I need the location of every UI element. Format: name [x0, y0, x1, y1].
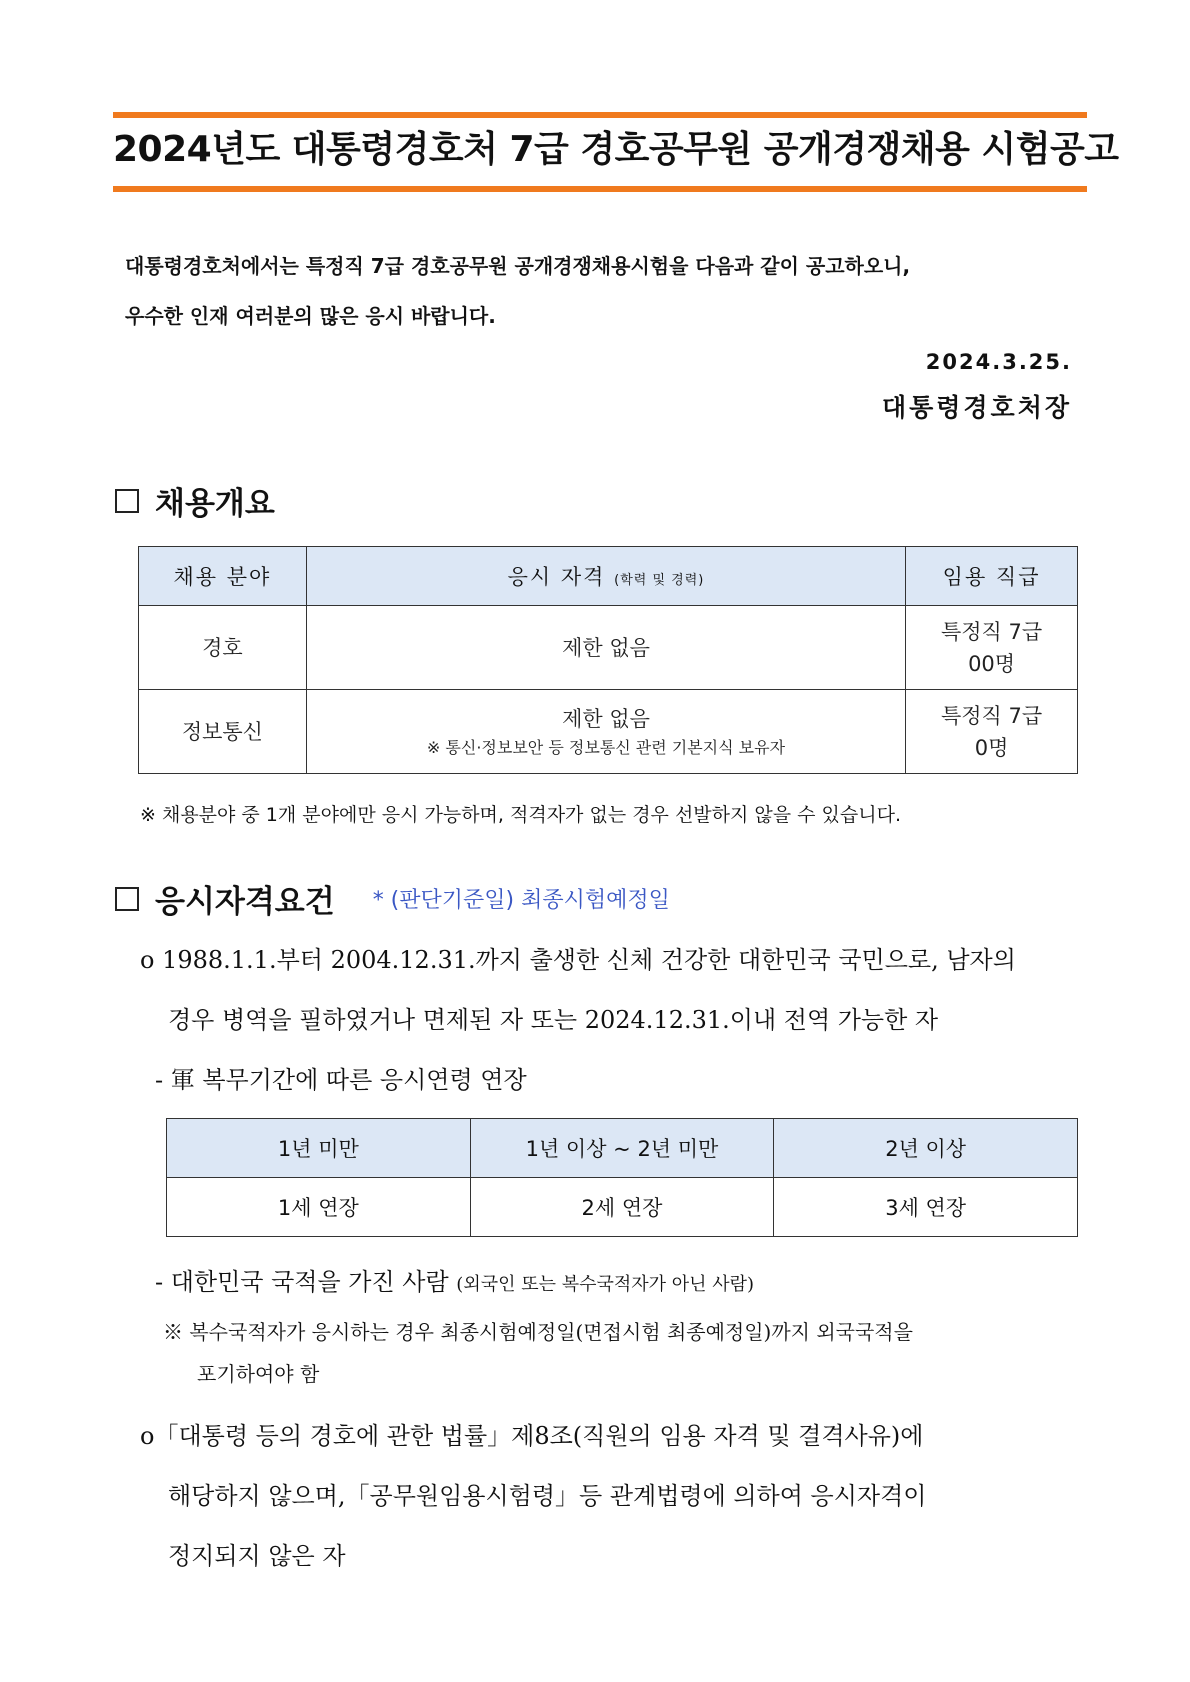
- nationality-requirement: [155, 1262, 754, 1297]
- header-over-2yr: 2년 이상: [774, 1119, 1078, 1178]
- header-field: 채용 분야: [139, 547, 307, 606]
- qualification-sub-note: ※ 통신·정보보안 등 정보통신 관련 기본지식 보유자: [426, 737, 786, 757]
- table-row: [139, 690, 1078, 774]
- cell-rank: [906, 606, 1078, 690]
- intro-line-2: 우수한 인재 여러분의 많은 응시 바랍니다.: [125, 304, 496, 328]
- eligibility-item-1-line-2: 경우 병역을 필하였거나 면제된 자 또는 2024.12.31.이내 전역 가능한 자: [168, 1006, 939, 1034]
- nationality-paren: (외국인 또는 복수국적자가 아닌 사람): [456, 1274, 755, 1295]
- header-qualification: [306, 547, 905, 606]
- headcount: 0명: [974, 735, 1009, 760]
- age-extension-heading: - 軍 복무기간에 따른 응시연령 연장: [155, 1066, 527, 1094]
- eligibility-item-2-line-2: 해당하지 않으며,「공무원임용시험령」등 관계법령에 의하여 응시자격이: [168, 1482, 927, 1510]
- criteria-date-note: * (판단기준일) 최종시험예정일: [372, 888, 670, 913]
- table-header-row: [139, 547, 1078, 606]
- recruitment-overview-table: [138, 546, 1078, 774]
- title-top-rule: [113, 112, 1087, 118]
- header-rank: 임용 직급: [906, 547, 1078, 606]
- cell-field: 정보통신: [139, 690, 307, 774]
- cell-extension: 3세 연장: [774, 1178, 1078, 1237]
- section-heading-eligibility: [115, 876, 670, 921]
- age-extension-table: [166, 1118, 1078, 1237]
- checkbox-square-icon: [115, 887, 139, 911]
- table-header-row: [167, 1119, 1078, 1178]
- dual-citizenship-note-line-1: ※ 복수국적자가 응시하는 경우 최종시험예정일(면접시험 최종예정일)까지 외국국적을: [163, 1320, 913, 1344]
- eligibility-item-1-line-1: o 1988.1.1.부터 2004.12.31.까지 출생한 신체 건강한 대한민국 국민으로, 남자의: [140, 946, 1016, 974]
- cell-field: 경호: [139, 606, 307, 690]
- announcement-date: 2024.3.25.: [925, 350, 1072, 374]
- nationality-main: - 대한민국 국적을 가진 사람: [155, 1268, 449, 1296]
- section-heading-overview: [115, 478, 275, 523]
- cell-qualification: 제한 없음: [306, 606, 905, 690]
- headcount: 00명: [968, 651, 1016, 676]
- cell-extension: 1세 연장: [167, 1178, 471, 1237]
- issuer: 대통령경호처장: [881, 393, 1072, 422]
- header-qualification-note: (학력 및 경력): [614, 573, 705, 588]
- header-qualification-label: 응시 자격: [507, 565, 606, 589]
- table-row: [139, 606, 1078, 690]
- table-row: [167, 1178, 1078, 1237]
- rank-line: 특정직 7급: [940, 703, 1043, 728]
- eligibility-item-2-line-3: 정지되지 않은 자: [168, 1542, 346, 1570]
- page-title: 2024년도 대통령경호처 7급 경호공무원 공개경쟁채용 시험공고: [113, 129, 1119, 170]
- checkbox-square-icon: [115, 489, 139, 513]
- overview-note: ※ 채용분야 중 1개 분야에만 응시 가능하며, 적격자가 없는 경우 선발하지 않을 수 있습니다.: [140, 804, 901, 826]
- cell-extension: 2세 연장: [470, 1178, 774, 1237]
- header-under-1yr: 1년 미만: [167, 1119, 471, 1178]
- section-title: 응시자격요건: [155, 884, 335, 920]
- title-bottom-rule: [113, 186, 1087, 192]
- eligibility-item-2-line-1: o「대통령 등의 경호에 관한 법률」제8조(직원의 임용 자격 및 결격사유)에: [140, 1422, 924, 1450]
- qualification-text: 제한 없음: [562, 706, 650, 731]
- dual-citizenship-note-line-2: 포기하여야 함: [197, 1362, 320, 1386]
- cell-qualification: [306, 690, 905, 774]
- intro-line-1: 대통령경호처에서는 특정직 7급 경호공무원 공개경쟁채용시험을 다음과 같이 공고하오니,: [125, 254, 911, 278]
- rank-line: 특정직 7급: [940, 619, 1043, 644]
- cell-rank: [906, 690, 1078, 774]
- section-title: 채용개요: [155, 486, 275, 522]
- header-1-to-2yr: 1년 이상 ~ 2년 미만: [470, 1119, 774, 1178]
